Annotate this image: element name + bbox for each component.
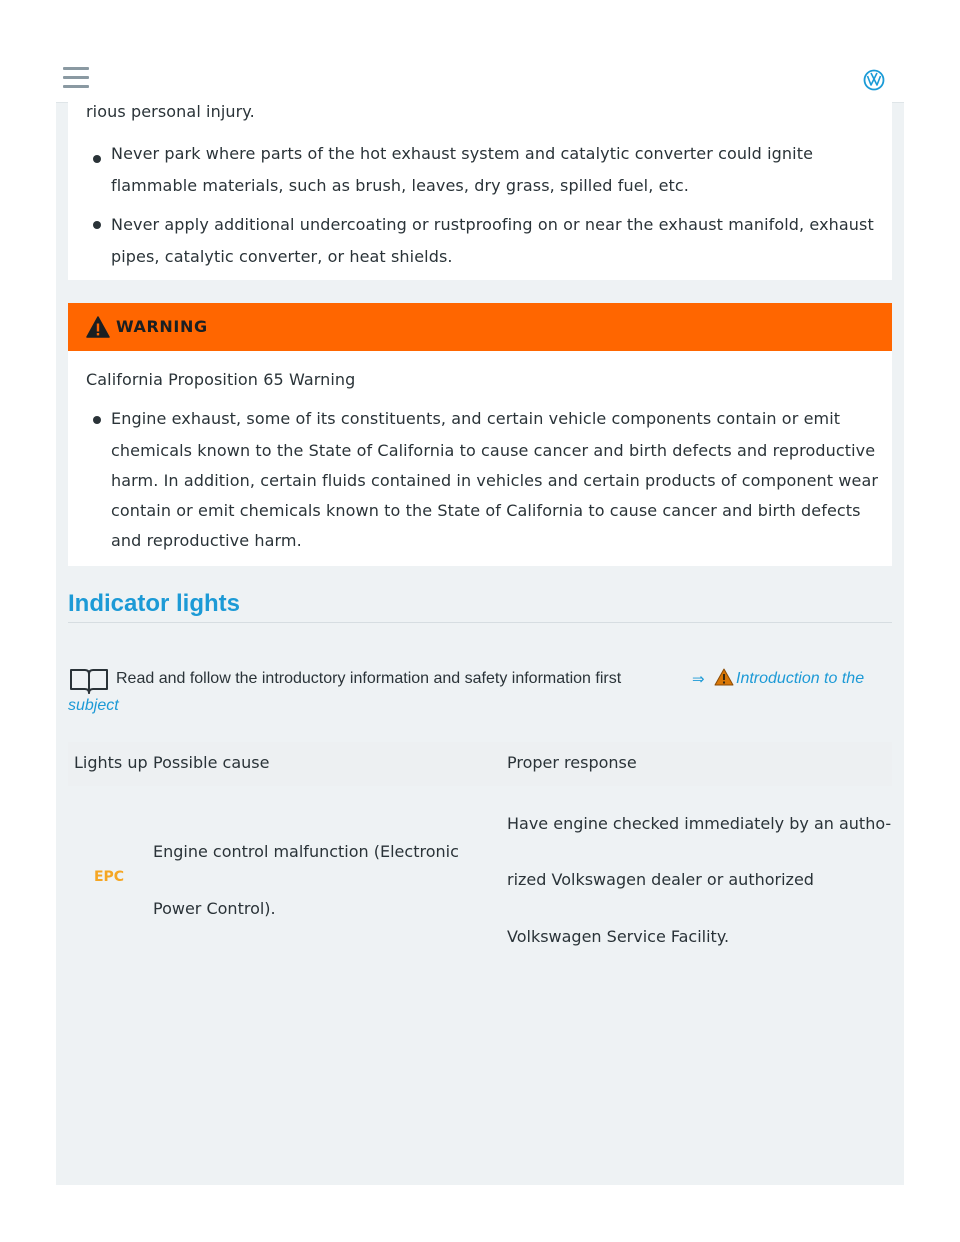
bullet-dot xyxy=(93,155,101,163)
vw-logo-icon[interactable] xyxy=(863,69,885,91)
bullet-text: pipes, catalytic converter, or heat shields. xyxy=(111,247,453,266)
warning-text-line: harm. In addition, certain fluids contained in vehicles and certain products of component wear xyxy=(111,471,879,490)
open-book-icon xyxy=(69,667,109,695)
warning-title: WARNING xyxy=(116,317,208,336)
bullet-dot xyxy=(93,416,101,424)
epc-warning-light-icon xyxy=(94,865,124,885)
section-divider xyxy=(68,622,892,623)
table-cell-cause: Engine control malfunction (Electronic xyxy=(153,842,459,861)
table-cell-response: Volkswagen Service Facility. xyxy=(507,927,730,946)
card-fragment-text: rious personal injury. xyxy=(86,102,255,121)
warning-triangle-icon xyxy=(86,316,110,338)
intro-text: Read and follow the introductory information and safety information first xyxy=(116,670,622,687)
hamburger-menu-icon[interactable] xyxy=(63,67,89,89)
warning-text-line: chemicals known to the State of California to cause cancer and birth defects and reproductive xyxy=(111,441,876,460)
bullet-text: Never apply additional undercoating or rustproofing on or near the exhaust manifold, exhaust xyxy=(111,215,874,234)
svg-text:EPC: EPC xyxy=(94,869,124,885)
intro-link[interactable]: Introduction to the xyxy=(736,670,865,687)
bullet-dot xyxy=(93,221,101,229)
table-cell-cause: Power Control). xyxy=(153,899,276,918)
table-cell-response: rized Volkswagen dealer or authorized xyxy=(507,870,814,889)
warning-text-line: and reproductive harm. xyxy=(111,531,302,550)
column-header: Lights up xyxy=(74,753,148,772)
warning-intro: California Proposition 65 Warning xyxy=(86,370,356,389)
column-header: Proper response xyxy=(507,753,637,772)
warning-triangle-icon xyxy=(714,668,734,686)
column-header: Possible cause xyxy=(153,753,270,772)
section-title: Indicator lights xyxy=(68,590,241,617)
warning-text-line: Engine exhaust, some of its constituents, and certain vehicle components contain or emit xyxy=(111,409,841,428)
bullet-text: flammable materials, such as brush, leaves, dry grass, spilled fuel, etc. xyxy=(111,176,689,195)
top-bar xyxy=(56,0,904,103)
table-cell-response: Have engine checked immediately by an autho- xyxy=(507,814,892,833)
intro-link[interactable]: subject xyxy=(68,697,119,714)
arrow-icon: ⇒ xyxy=(692,670,705,688)
warning-text-line: contain or emit chemicals known to the State of California to cause cancer and birth defects xyxy=(111,501,861,520)
bullet-text: Never park where parts of the hot exhaust system and catalytic converter could ignite xyxy=(111,144,814,163)
